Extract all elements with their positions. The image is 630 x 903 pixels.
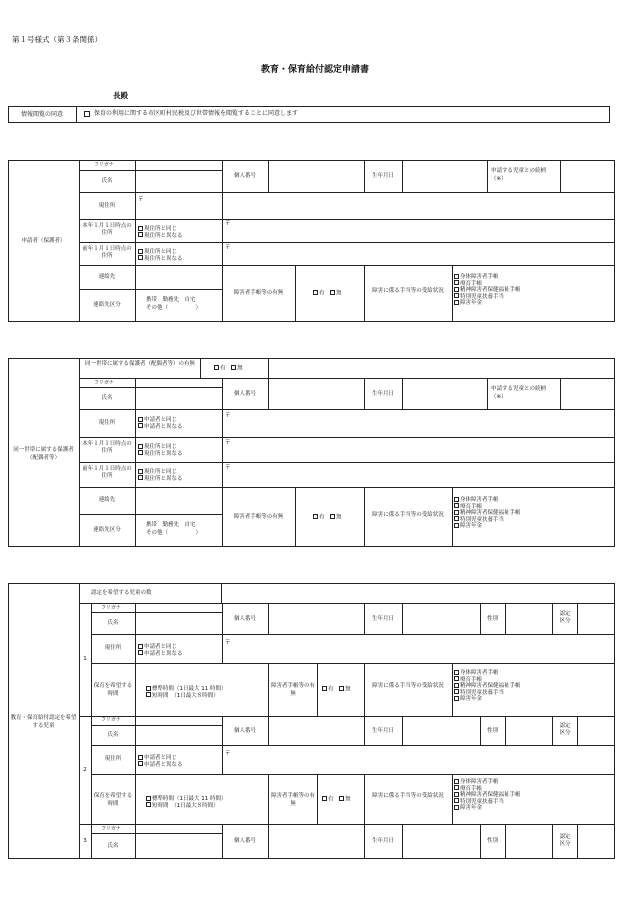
allowance-checkbox[interactable] xyxy=(454,523,459,528)
no-label: 無 xyxy=(237,365,243,372)
children-section-label: 教育・保育給付認定を希望する児童 xyxy=(10,715,77,729)
allowance-item: 障害年金 xyxy=(460,523,483,529)
allowance-item: 精神障害者保健福祉手帳 xyxy=(460,792,521,798)
current-address-label: 現住所 xyxy=(104,756,122,762)
certification-class-label: 認定区分 xyxy=(559,834,571,847)
birthdate-label: 生年月日 xyxy=(371,391,394,397)
different-address-checkbox[interactable] xyxy=(138,475,143,480)
allowance-checkbox[interactable] xyxy=(454,670,459,675)
child-row-number: 1 xyxy=(83,656,87,662)
disability-book-label: 障害者手帳等の有無 xyxy=(270,683,315,697)
different-from-applicant-checkbox[interactable] xyxy=(138,423,143,428)
birthdate-label: 生年月日 xyxy=(371,616,394,622)
same-as-applicant-checkbox[interactable] xyxy=(138,417,143,422)
allowance-item: 精神障害者保健福祉手帳 xyxy=(460,683,521,689)
allowance-status-label: 障害に係る手当等の受給状況 xyxy=(372,793,444,799)
postal-mark: 〒 xyxy=(225,413,231,419)
name-label: 氏名 xyxy=(107,732,119,738)
household-exists-label: 同一世帯に属する保護者（配偶者等）の有無 xyxy=(84,361,195,367)
no-checkbox[interactable] xyxy=(339,796,344,801)
allowance-checkbox[interactable] xyxy=(454,805,459,810)
allowance-item: 療育手帳 xyxy=(460,280,483,287)
short-hours-label: 短時間 （1日最大８時間） xyxy=(152,802,219,809)
allowance-item: 障害年金 xyxy=(460,696,483,702)
same-address-label: 現住所と同じ xyxy=(144,444,178,450)
same-address-checkbox[interactable] xyxy=(138,249,143,254)
different-address-label: 現住所と異なる xyxy=(144,450,183,457)
no-label: 無 xyxy=(336,514,342,521)
different-address-label: 現住所と異なる xyxy=(144,255,183,262)
different-from-applicant-label: 申請者と異なる xyxy=(144,761,183,768)
allowance-item: 特別児童扶養手当 xyxy=(460,798,505,805)
same-address-label: 現住所と同じ xyxy=(144,226,178,232)
disability-book-label: 障害者手帳等の有無 xyxy=(233,290,284,296)
same-address-label: 現住所と同じ xyxy=(144,469,178,475)
allowance-checkbox[interactable] xyxy=(454,792,459,797)
disability-book-label: 障害者手帳等の有無 xyxy=(270,793,315,807)
name-label: 氏名 xyxy=(107,620,119,626)
different-address-checkbox[interactable] xyxy=(138,255,143,260)
standard-hours-label: 標準時間（1日最大 11 時間） xyxy=(152,796,227,802)
no-checkbox[interactable] xyxy=(330,514,335,519)
allowance-status-label: 障害に係る手当等の受給状況 xyxy=(372,512,444,518)
allowance-checkbox[interactable] xyxy=(454,497,459,502)
desired-hours-label: 保育を希望する時間 xyxy=(93,793,133,807)
name-label: 氏名 xyxy=(107,843,119,849)
postal-mark: 〒 xyxy=(225,465,231,471)
furigana-label: フリガナ xyxy=(94,380,114,386)
allowance-list xyxy=(454,272,521,305)
standard-hours-checkbox[interactable] xyxy=(146,686,151,691)
different-address-label: 現住所と異なる xyxy=(144,232,183,239)
household-section-label: 同一世帯に属する保護者（配偶者等） xyxy=(13,447,74,461)
different-from-applicant-label: 申請者と異なる xyxy=(144,650,183,657)
postal-mark: 〒 xyxy=(225,245,231,251)
contact-type-label: 連絡先区分 xyxy=(93,302,121,308)
allowance-checkbox[interactable] xyxy=(454,274,459,279)
birthdate-label: 生年月日 xyxy=(371,838,394,844)
postal-mark: 〒 xyxy=(225,640,231,646)
disability-book-label: 障害者手帳等の有無 xyxy=(233,514,284,520)
relationship-label: 申請する児童との続柄（※） xyxy=(491,168,547,182)
child-row-number: 2 xyxy=(83,767,87,773)
personal-number-label: 個人番号 xyxy=(233,728,256,734)
consent-label: 情報閲覧の同意 xyxy=(20,111,63,118)
jan1-last-year-label: 前年１月１日時点の住所 xyxy=(82,246,132,259)
allowance-checkbox[interactable] xyxy=(454,683,459,688)
allowance-checkbox[interactable] xyxy=(454,510,459,515)
furigana-label: フリガナ xyxy=(101,717,121,723)
same-address-checkbox[interactable] xyxy=(138,226,143,231)
furigana-label: フリガナ xyxy=(101,826,121,832)
same-address-checkbox[interactable] xyxy=(138,469,143,474)
consent-text: 保育の利用に関する市区町村民税及び世帯情報を閲覧することに同意します xyxy=(94,110,299,117)
applicant-section-label: 申請者（保護者） xyxy=(21,238,66,244)
standard-hours-label: 標準時間（1日最大 11 時間） xyxy=(152,686,227,692)
name-label: 氏名 xyxy=(101,395,113,401)
short-hours-label: 短時間 （1日最大８時間） xyxy=(152,692,219,699)
certification-class-label: 認定区分 xyxy=(559,611,571,624)
personal-number-label: 個人番号 xyxy=(233,838,256,844)
personal-number-label: 個人番号 xyxy=(233,616,256,622)
same-as-applicant-label: 申請者と同じ xyxy=(144,417,178,423)
different-address-label: 現住所と異なる xyxy=(144,475,183,482)
allowance-list xyxy=(454,668,521,701)
current-address-label: 現住所 xyxy=(98,420,116,426)
contact-label: 連絡先 xyxy=(98,497,116,503)
same-address-label: 現住所と同じ xyxy=(144,249,178,255)
contact-options: 携帯 勤務先 自宅 xyxy=(146,297,196,303)
personal-number-label: 個人番号 xyxy=(233,391,256,397)
gender-label: 性別 xyxy=(486,616,498,622)
contact-label: 連絡先 xyxy=(98,274,116,280)
allowance-item: 障害年金 xyxy=(460,805,483,811)
certification-class-label: 認定区分 xyxy=(559,723,571,736)
yes-label: 有 xyxy=(220,365,226,372)
different-address-checkbox[interactable] xyxy=(138,232,143,237)
postal-mark: 〒 xyxy=(138,197,144,203)
desired-hours-label: 保育を希望する時間 xyxy=(93,683,133,697)
yes-checkbox[interactable] xyxy=(322,686,327,691)
allowance-item: 身体障害者手帳 xyxy=(460,779,499,785)
allowance-checkbox[interactable] xyxy=(454,696,459,701)
allowance-item: 精神障害者保健福祉手帳 xyxy=(460,287,521,293)
gender-label: 性別 xyxy=(486,838,498,844)
allowance-item: 療育手帳 xyxy=(460,785,483,792)
jan1-this-year-label: 本年１月１日時点の住所 xyxy=(82,223,132,236)
jan1-this-year-label: 本年１月１日時点の住所 xyxy=(82,441,132,454)
different-from-applicant-label: 申請者と異なる xyxy=(144,423,183,430)
allowance-status-label: 障害に係る手当等の受給状況 xyxy=(372,683,444,689)
allowance-list xyxy=(454,777,521,810)
short-hours-checkbox[interactable] xyxy=(146,802,151,807)
name-label: 氏名 xyxy=(101,178,113,184)
no-label: 無 xyxy=(345,796,351,803)
short-hours-checkbox[interactable] xyxy=(146,692,151,697)
allowance-item: 身体障害者手帳 xyxy=(460,670,499,676)
allowance-checkbox[interactable] xyxy=(454,300,459,305)
postal-mark: 〒 xyxy=(225,440,231,446)
no-label: 無 xyxy=(336,290,342,297)
yes-label: 有 xyxy=(319,290,325,297)
yes-checkbox[interactable] xyxy=(313,290,318,295)
allowance-item: 身体障害者手帳 xyxy=(460,274,499,280)
furigana-label: フリガナ xyxy=(101,605,121,611)
allowance-checkbox[interactable] xyxy=(454,287,459,292)
contact-options: 携帯 勤務先 自宅 xyxy=(146,522,196,528)
same-as-applicant-label: 申請者と同じ xyxy=(144,755,178,761)
different-from-applicant-checkbox[interactable] xyxy=(138,650,143,655)
contact-other: その他（ ） xyxy=(146,530,202,536)
children-count-label: 認定を希望する児童の数 xyxy=(91,590,152,596)
same-as-applicant-checkbox[interactable] xyxy=(138,755,143,760)
allowance-item: 身体障害者手帳 xyxy=(460,497,499,503)
no-checkbox[interactable] xyxy=(330,290,335,295)
jan1-last-year-label: 前年１月１日時点の住所 xyxy=(82,466,132,479)
yes-label: 有 xyxy=(328,796,334,803)
no-checkbox[interactable] xyxy=(339,686,344,691)
gender-label: 性別 xyxy=(486,728,498,734)
postal-mark: 〒 xyxy=(225,751,231,757)
allowance-item: 特別児童扶養手当 xyxy=(460,293,505,300)
allowance-item: 特別児童扶養手当 xyxy=(460,689,505,696)
yes-label: 有 xyxy=(328,686,334,693)
birthdate-label: 生年月日 xyxy=(371,173,394,179)
allowance-item: 障害年金 xyxy=(460,300,483,306)
birthdate-label: 生年月日 xyxy=(371,728,394,734)
different-from-applicant-checkbox[interactable] xyxy=(138,761,143,766)
allowance-checkbox[interactable] xyxy=(454,779,459,784)
allowance-item: 療育手帳 xyxy=(460,676,483,683)
allowance-item: 療育手帳 xyxy=(460,503,483,510)
child-row-number: 3 xyxy=(83,838,87,844)
different-address-checkbox[interactable] xyxy=(138,450,143,455)
same-as-applicant-checkbox[interactable] xyxy=(138,644,143,649)
yes-checkbox[interactable] xyxy=(322,796,327,801)
allowance-status-label: 障害に係る手当等の受給状況 xyxy=(372,288,444,294)
postal-mark: 〒 xyxy=(225,221,231,227)
document-title: 教育・保育給付認定申請書 xyxy=(260,65,369,75)
addressee: 長殿 xyxy=(113,91,128,100)
allowance-item: 精神障害者保健福祉手帳 xyxy=(460,510,521,516)
contact-other: その他（ ） xyxy=(146,305,202,311)
personal-number-label: 個人番号 xyxy=(233,173,256,179)
current-address-label: 現住所 xyxy=(98,203,116,209)
relationship-label: 申請する児童との続柄（※） xyxy=(491,386,547,400)
yes-label: 有 xyxy=(319,514,325,521)
form-number: 第１号様式（第３条関係） xyxy=(12,35,102,44)
no-label: 無 xyxy=(345,686,351,693)
allowance-item: 特別児童扶養手当 xyxy=(460,516,505,523)
same-as-applicant-label: 申請者と同じ xyxy=(144,644,178,650)
yes-checkbox[interactable] xyxy=(313,514,318,519)
contact-type-label: 連絡先区分 xyxy=(93,527,121,533)
standard-hours-checkbox[interactable] xyxy=(146,796,151,801)
consent-checkbox[interactable] xyxy=(84,111,90,117)
current-address-label: 現住所 xyxy=(104,645,122,651)
same-address-checkbox[interactable] xyxy=(138,444,143,449)
furigana-label: フリガナ xyxy=(94,162,114,168)
allowance-list xyxy=(454,495,521,528)
